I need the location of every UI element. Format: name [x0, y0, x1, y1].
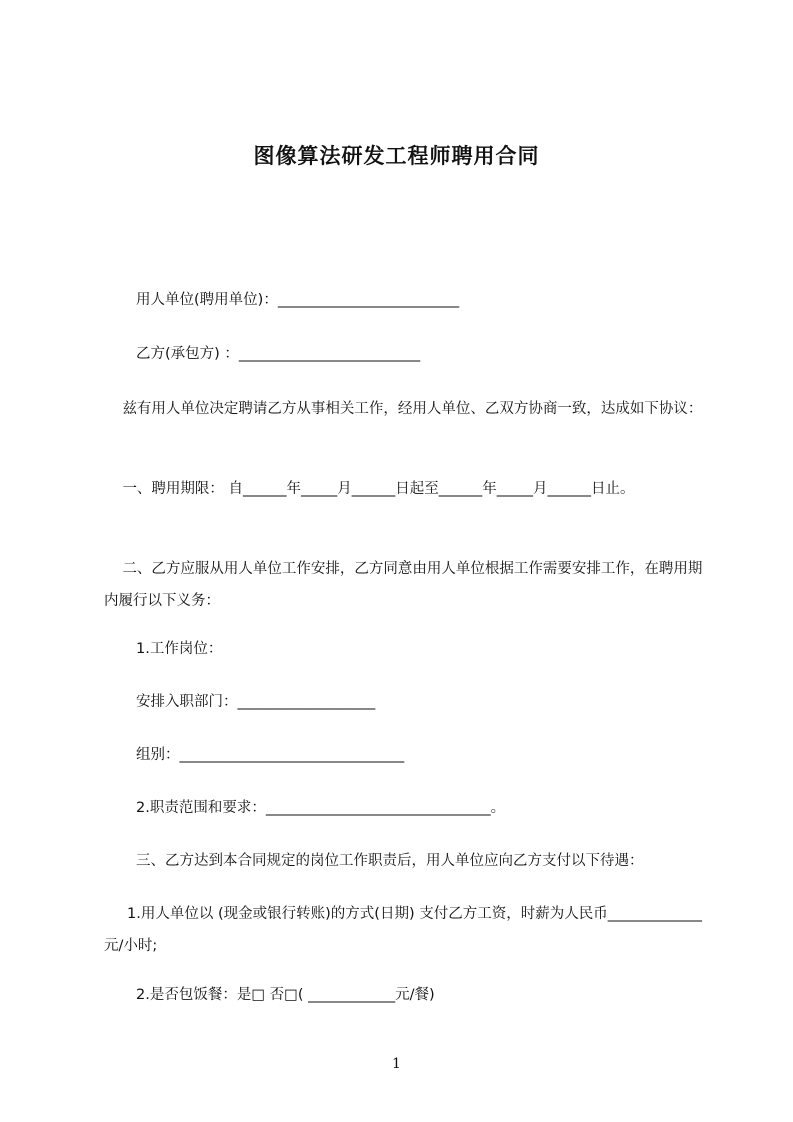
item-duty: 2.职责范围和要求：_______________________________。 [136, 800, 506, 816]
item-group: 组别：_______________________________ [136, 747, 405, 763]
item-department: 安排入职部门：___________________ [136, 694, 376, 710]
intro-paragraph: 兹有用人单位决定聘请乙方从事相关工作，经用人单位、乙双方协商一致，达成如下协议： [104, 401, 703, 417]
clause-term: 一、聘用期限： 自______年_____月______日起至______年_____月______日止。 [104, 481, 635, 497]
page-number: 1 [392, 1056, 401, 1072]
pay-paragraph: 1.用人单位以 (现金或银行转账)的方式(日期) 支付乙方工资，时薪为人民币_____________元/小时; [104, 906, 702, 954]
clause-benefits: 三、乙方达到本合同规定的岗位工作职责后，用人单位应向乙方支付以下待遇： [136, 853, 644, 869]
item-post: 1.工作岗位： [136, 641, 223, 657]
employer-line: 用人单位(聘用单位)：_________________________ [136, 292, 460, 308]
party-b-line: 乙方(承包方) ：_________________________ [136, 346, 421, 362]
contract-title: 图像算法研发工程师聘用合同 [253, 144, 540, 168]
clause-obligations: 二、乙方应服从用人单位工作安排，乙方同意由用人单位根据工作需要安排工作，在聘用期内履行以下义务： [104, 561, 703, 609]
meal-line: 2.是否包饭餐：是□ 否□( ____________元/餐) [136, 987, 435, 1003]
